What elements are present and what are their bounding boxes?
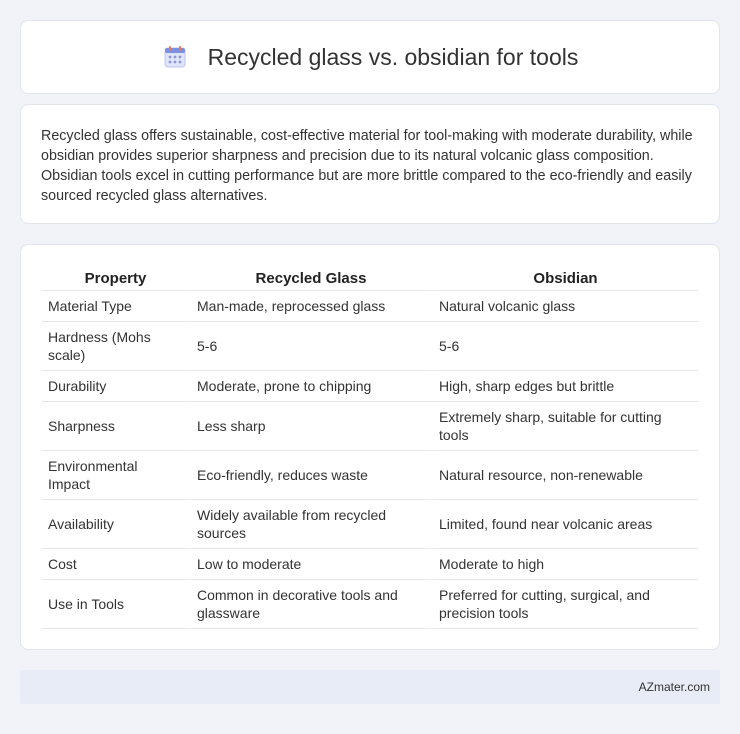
table-row [42, 451, 698, 500]
row-obsidian: Preferred for cutting, surgical, and precision tools [431, 580, 698, 629]
header-property: Property [42, 265, 189, 291]
table-row [42, 580, 698, 629]
row-obsidian: Extremely sharp, suitable for cutting tools [431, 402, 698, 451]
table-row [42, 402, 698, 451]
header-obsidian: Obsidian [431, 265, 698, 291]
footer [20, 670, 720, 704]
row-recycled-glass: Man-made, reprocessed glass [189, 291, 431, 322]
row-recycled-glass: Less sharp [189, 402, 431, 451]
row-recycled-glass: Eco-friendly, reduces waste [189, 451, 431, 500]
table-row [42, 500, 698, 549]
row-obsidian: Limited, found near volcanic areas [431, 500, 698, 549]
row-property: Sharpness [42, 402, 189, 451]
row-recycled-glass: Common in decorative tools and glassware [189, 580, 431, 629]
row-recycled-glass: Widely available from recycled sources [189, 500, 431, 549]
page-title: Recycled glass vs. obsidian for tools [207, 43, 579, 70]
table-card [20, 244, 720, 650]
row-property: Material Type [42, 291, 189, 322]
row-obsidian: High, sharp edges but brittle [431, 371, 698, 402]
row-obsidian: Natural volcanic glass [431, 291, 698, 322]
header-recycled-glass: Recycled Glass [189, 265, 431, 291]
title-wrap [162, 44, 579, 71]
row-property: Environmental Impact [42, 451, 189, 500]
row-property: Availability [42, 500, 189, 549]
row-obsidian: Moderate to high [431, 549, 698, 580]
calendar-icon [162, 44, 188, 70]
row-property: Durability [42, 371, 189, 402]
row-property: Cost [42, 549, 189, 580]
row-recycled-glass: 5-6 [189, 322, 431, 371]
title-card [20, 20, 720, 94]
table-row [42, 549, 698, 580]
comparison-table [42, 265, 698, 629]
footer-brand: AZmater.com [638, 680, 710, 694]
row-property: Use in Tools [42, 580, 189, 629]
summary-text: Recycled glass offers sustainable, cost-effective material for tool-making with moderate durability, while obsidian provides superior sharpness and precision due to its natural volcanic glass composition. Obsidian tools excel in cutting performance but are more brittle compared to the eco-friendly and easily sourced recycled glass alternatives. [41, 128, 693, 204]
table-row [42, 322, 698, 371]
summary-card [20, 104, 720, 224]
table-header-row [42, 265, 698, 291]
row-property: Hardness (Mohs scale) [42, 322, 189, 371]
row-recycled-glass: Low to moderate [189, 549, 431, 580]
row-recycled-glass: Moderate, prone to chipping [189, 371, 431, 402]
table-row [42, 291, 698, 322]
table-row [42, 371, 698, 402]
row-obsidian: Natural resource, non-renewable [431, 451, 698, 500]
row-obsidian: 5-6 [431, 322, 698, 371]
